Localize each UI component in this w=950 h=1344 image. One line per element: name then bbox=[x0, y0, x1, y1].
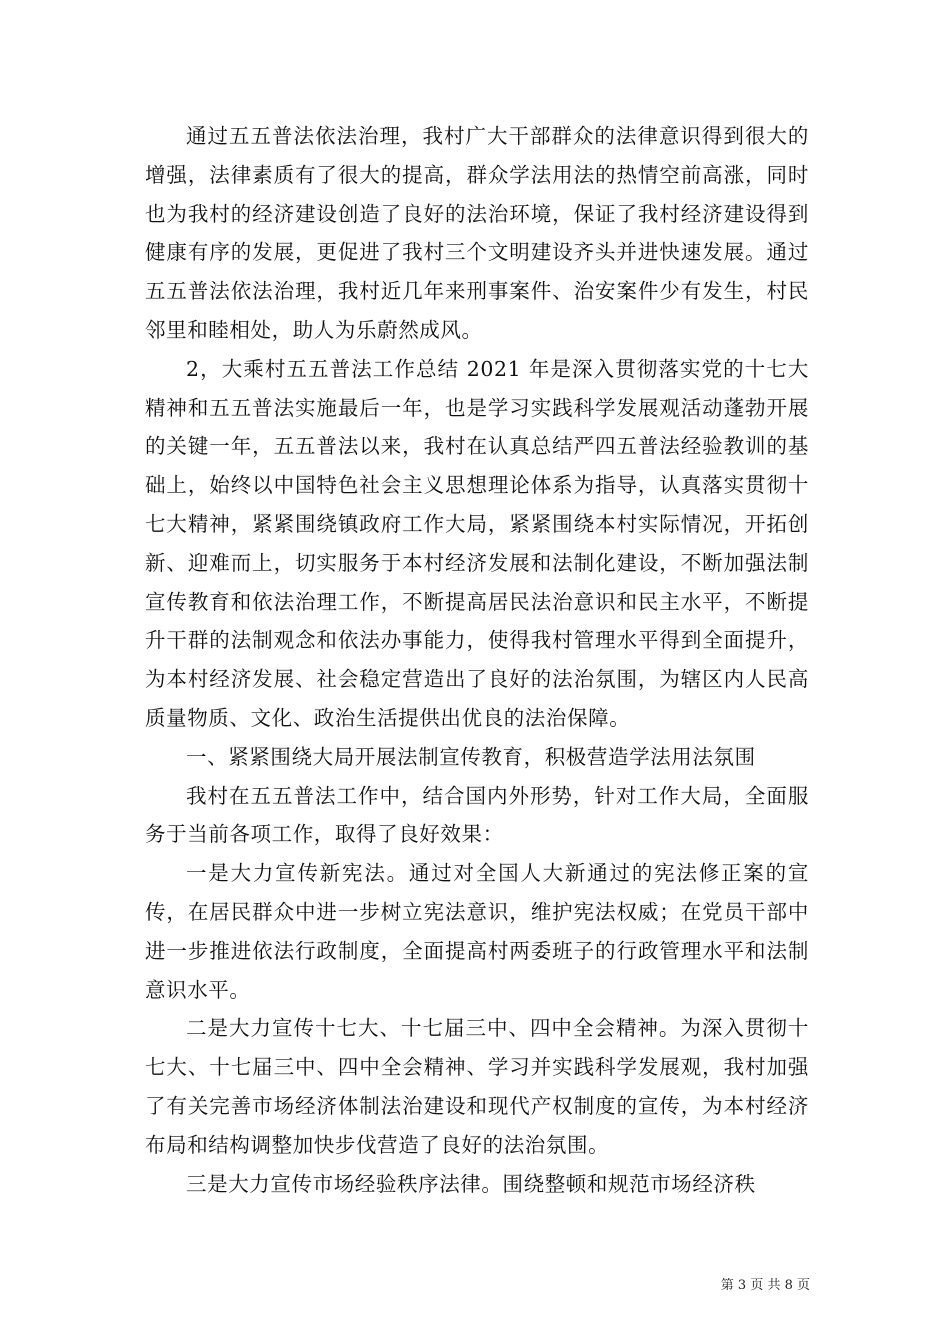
section-heading-1: 一、紧紧围绕大局开展法制宣传教育，积极营造学法用法氛围 bbox=[186, 744, 756, 769]
paragraph-2: 2，大乘村五五普法工作总结 2021 年是深入贯彻落实党的十七大精神和五五普法实施最后一年，也是学习实践科学发展观活动蓬勃开展的关键一年，五五普法以来，我村在认真总结严四五普法经验教训的基础上，始终以中国特色社会主义思想理论体系为指导，认真落实贯彻十七大精神，紧紧围绕镇政府工作大局，紧紧围绕本村实际情况，开拓创新、迎难而上，切实服务于本村经济发展和法制化建设，不断加强法制宣传教育和依法治理工作，不断提高居民法治意识和民主水平，不断提升干群的法制观念和依法办事能力，使得我村管理水平得到全面提升，为本村经济发展、社会稳定营造出了良好的法治氛围，为辖区内人民高质量物质、文化、政治生活提供出优良的法治保障。 bbox=[145, 356, 809, 730]
paragraph-3: 我村在五五普法工作中，结合国内外形势，针对工作大局，全面服务于当前各项工作，取得了良好效果： bbox=[145, 783, 809, 847]
document-body bbox=[145, 117, 809, 1203]
paragraph-6: 三是大力宣传市场经验秩序法律。围绕整顿和规范市场经济秩 bbox=[186, 1171, 756, 1196]
paragraph-4: 一是大力宣传新宪法。通过对全国人大新通过的宪法修正案的宣传，在居民群众中进一步树立宪法意识，维护宪法权威；在党员干部中进一步推进依法行政制度，全面提高村两委班子的行政管理水平和法制意识水平。 bbox=[145, 861, 809, 1002]
page-number: 第 3 页 共 8 页 bbox=[720, 1278, 810, 1293]
paragraph-1: 通过五五普法依法治理，我村广大干部群众的法律意识得到很大的增强，法律素质有了很大的提高，群众学法用法的热情空前高涨，同时也为我村的经济建设创造了良好的法治环境，保证了我村经济建设得到健康有序的发展，更促进了我村三个文明建设齐头并进快速发展。通过五五普法依法治理，我村近几年来刑事案件、治安案件少有发生，村民邻里和睦相处，助人为乐蔚然成风。 bbox=[145, 124, 809, 342]
paragraph-5: 二是大力宣传十七大、十七届三中、四中全会精神。为深入贯彻十七大、十七届三中、四中全会精神、学习并实践科学发展观，我村加强了有关完善市场经济体制法治建设和现代产权制度的宣传，为本村经济布局和结构调整加快步伐营造了良好的法治氛围。 bbox=[145, 1016, 809, 1157]
